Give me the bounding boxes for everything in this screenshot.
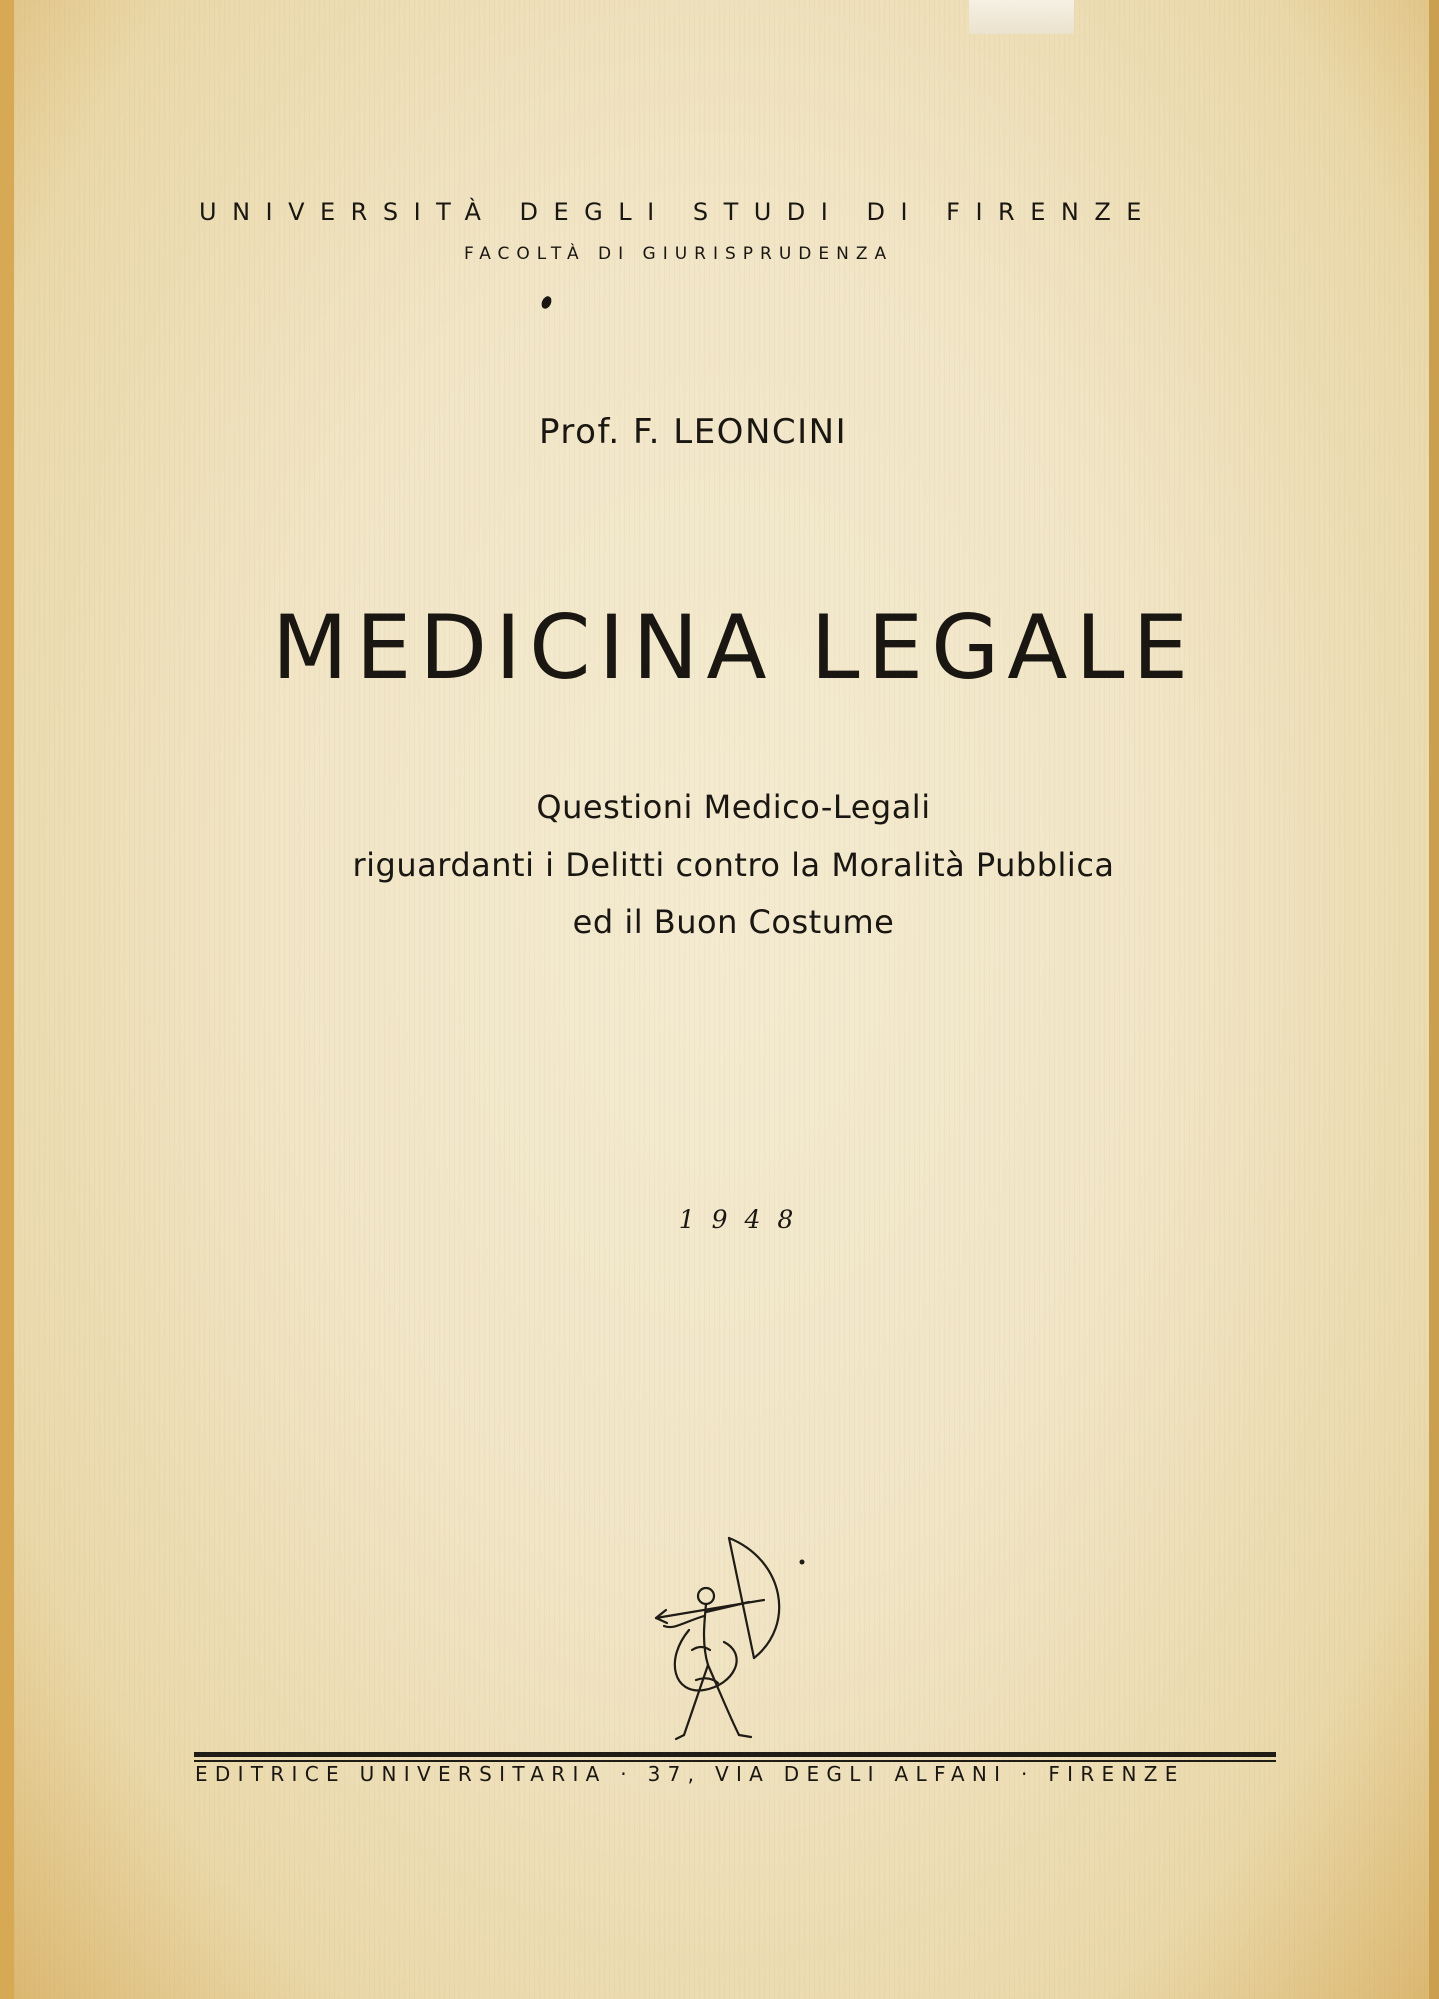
divider-rule-thick xyxy=(194,1752,1276,1757)
subtitle-line-1: Questioni Medico-Legali xyxy=(536,788,931,826)
archer-emblem-icon xyxy=(644,1530,809,1745)
subtitle-line-3: ed il Buon Costume xyxy=(572,903,895,941)
ink-mark xyxy=(540,295,554,311)
faculty-name: FACOLTÀ DI GIURISPRUDENZA xyxy=(464,244,894,264)
tape-scrap xyxy=(969,0,1074,34)
publication-year: 1948 xyxy=(678,1205,811,1234)
publisher-line: EDITRICE UNIVERSITARIA · 37, VIA DEGLI ALFANI · FIRENZE xyxy=(195,1762,1185,1786)
subtitle-line-2: riguardanti i Delitti contro la Moralità Pubblica xyxy=(352,846,1115,884)
university-name: UNIVERSITÀ DEGLI STUDI DI FIRENZE xyxy=(199,198,1157,226)
author-name: Prof. F. LEONCINI xyxy=(539,412,848,452)
book-title: MEDICINA LEGALE xyxy=(271,596,1197,699)
